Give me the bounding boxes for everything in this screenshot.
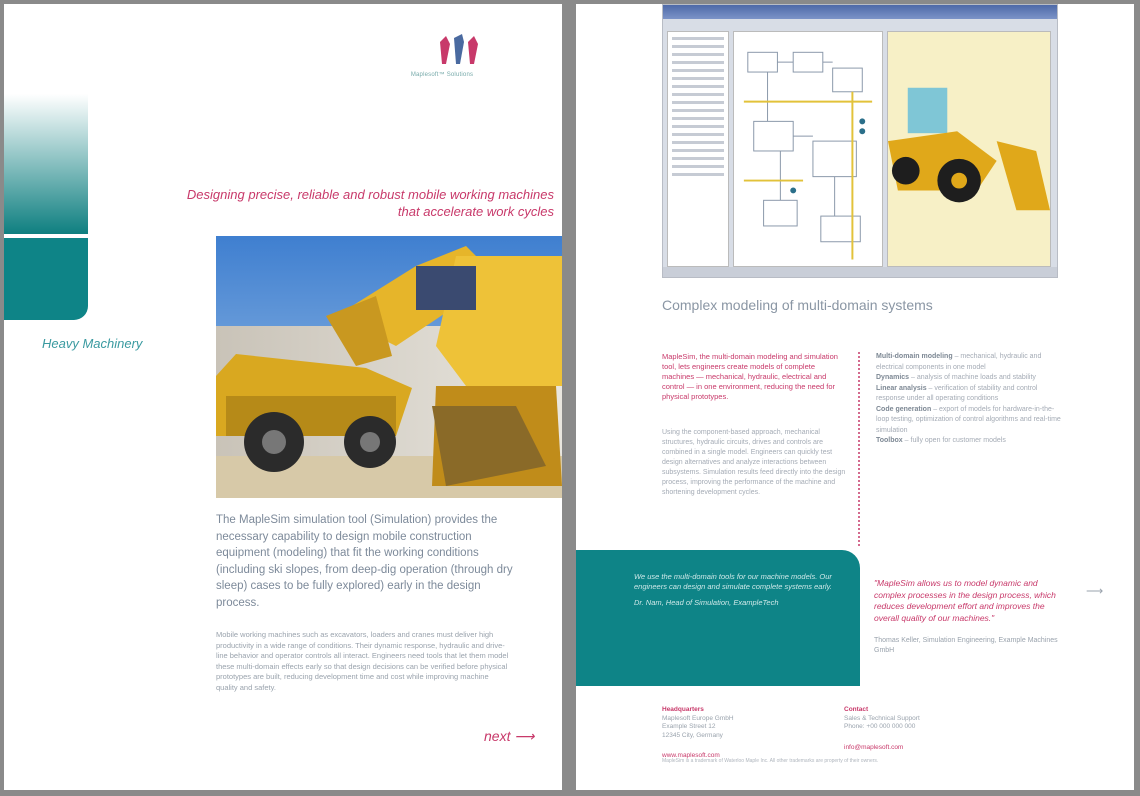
screenshot-titlebar [663,5,1057,19]
headline: Designing precise, reliable and robust mobile working machines that accelerate work cycles [186,187,554,219]
logo-caption: Maplesoft™ Solutions [410,72,474,78]
contact-headquarters: Headquarters Maplesoft Europe GmbH Example Street 12 12345 City, Germany www.maplesoft.com [662,706,822,761]
quote-attribution: Thomas Keller, Simulation Engineering, Example Machines GmbH [874,637,1058,654]
software-screenshot [662,4,1058,278]
contact-info: Contact Sales & Technical Support Phone: +00 000 000 000 info@maplesoft.com [844,706,1004,752]
column-divider [858,352,860,546]
testimonial-author: Dr. Nam, Head of Simulation, ExampleTech [634,598,779,607]
feature-item: Dynamics – analysis of machine loads and stability [876,374,1036,381]
screenshot-statusbar [663,267,1057,277]
website-link[interactable]: www.maplesoft.com [662,752,720,759]
lead-paragraph: The MapleSim simulation tool (Simulation) provides the necessary capability to design mobile construction equipment (modeling) that fit the working conditions (including ski slopes, from deep-dig operation (through dry sleep) cases to be fully explored) early in the design process. [216,514,513,609]
brochure-page-right [576,4,1134,790]
next-page-arrow: next ⟶ [484,728,535,744]
feature-item: Code generation – export of models for hardware-in-the-loop testing, optimization of control algorithms and real-time simulation [876,405,1061,434]
screenshot-block-diagram [733,31,883,267]
footnote: MapleSim is a trademark of Waterloo Maple Inc. All other trademarks are property of their owners. [662,758,879,764]
intro-red-paragraph: MapleSim, the multi-domain modeling and simulation tool, lets engineers create models of complete machines — mechanical, hydraulic, electrical and control — in one environment, reducing the need for physical prototypes. [662,352,838,401]
email-link[interactable]: info@maplesoft.com [844,743,904,751]
grey-paragraph: Using the component-based approach, mechanical structures, hydraulic circuits, drives and controls are combined in a single model. Engineers can quickly test design alternatives and analyze interactions between subsystems. Simulation results feed directly into the design process, improving the performance of the machine and shortening development cycles. [662,429,846,496]
body-paragraph: Mobile working machines such as excavators, loaders and cranes must deliver high productivity in a wide range of conditions. Their dynamic response, hydraulic and drive-line behavior and operator controls all interact. Engineers need tools that let them model these multi-domain effects early so that design decisions can be verified before physical prototypes are built, reducing development time and cost while improving machine quality and safety. [216,630,509,692]
testimonial-box [576,550,860,686]
decorative-teal-block [4,238,88,320]
section-heading: Complex modeling of multi-domain systems [662,297,933,313]
brochure-page-left [4,4,562,790]
testimonial-text: We use the multi-domain tools for our machine models. Our engineers can design and simulate complete systems early. [634,572,832,591]
feature-item: Toolbox – fully open for customer models [876,437,1006,444]
decorative-gradient-block [4,94,88,234]
screenshot-model-tree [667,31,729,267]
feature-list [876,352,1064,447]
company-logo [434,34,484,70]
screenshot-3d-view [887,31,1051,267]
feature-item: Linear analysis – verification of stability and control response under all operating conditions [876,384,1038,402]
excavator-truck-photo [216,236,562,498]
feature-item: Multi-domain modeling – mechanical, hydraulic and electrical components in one model [876,353,1042,371]
arrow-icon: ⟶ [1086,584,1104,598]
section-label: Heavy Machinery [42,336,143,351]
customer-quote: "MapleSim allows us to model dynamic and complex processes in the design process, which reduces development effort and improves the overall quality of our machines." [874,578,1056,623]
